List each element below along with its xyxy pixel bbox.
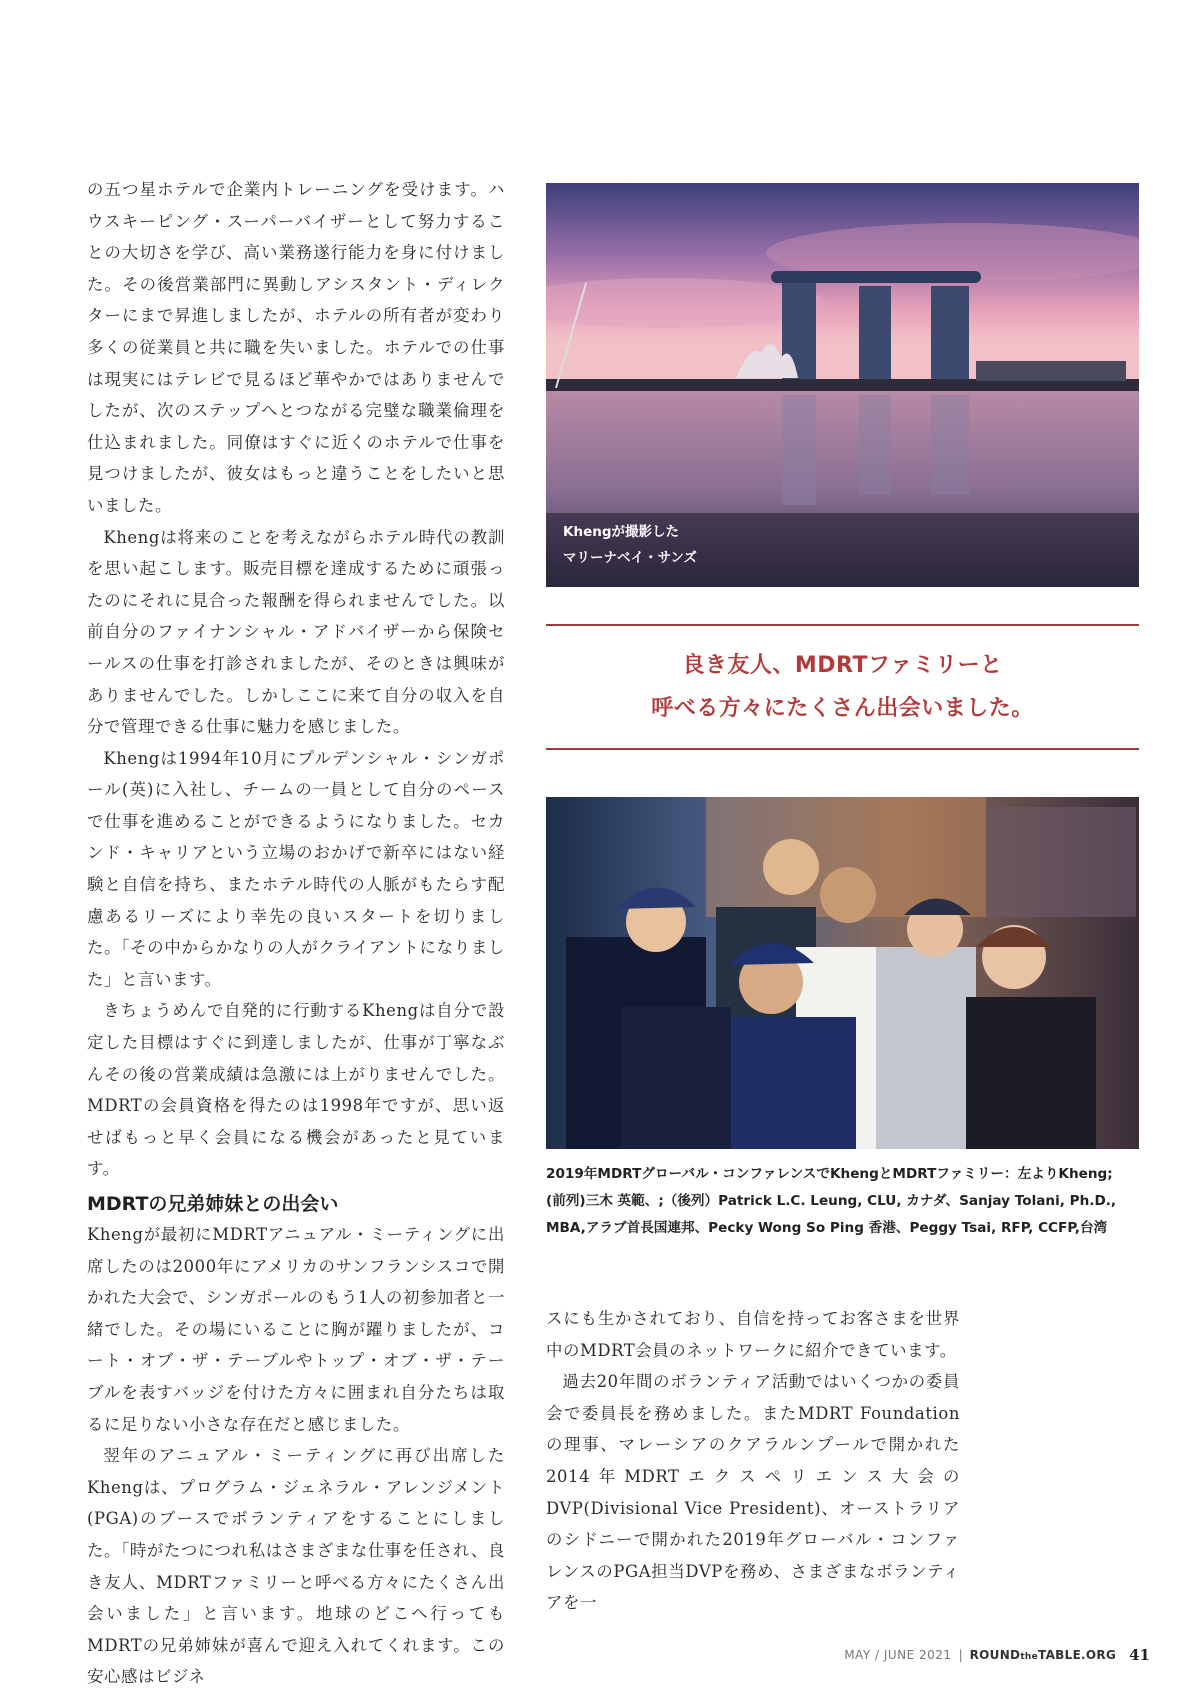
site-url[interactable] — [970, 1648, 1117, 1662]
body-paragraph: 過去20年間のボランティア活動ではいくつかの委員会で委員長を務めました。またMDRT Foundationの理事、マレーシアのクアラルンプールで開かれた2014年MDRTエクスペリエンス大会のDVP(Divisional Vice President)、オーストラリアのシドニーで開かれた2019年グローバル・コンファレンスのPGA担当DVPを務め、さまざまなボランティアを一 — [546, 1372, 960, 1613]
issue-date: MAY / JUNE 2021 — [844, 1648, 952, 1662]
caption-line: マリーナベイ・サンズ — [563, 550, 697, 566]
page-footer — [844, 1646, 1150, 1664]
caption-line: MBA,アラブ首長国連邦、Pecky Wong So Ping 香港、Peggy Tsai, RFP, CCFP,台湾 — [546, 1220, 1108, 1236]
photo1-caption — [563, 519, 697, 571]
body-paragraph: Khengが最初にMDRTアニュアル・ミーティングに出席したのは2000年にアメリカのサンフランシスコで開かれた大会で、シンガポールのもう1人の初参加者と一緒でした。その場にいることに胸が躍りましたが、コート・オブ・ザ・テーブルやトップ・オブ・ザ・テーブルを表すバッジを付けた方々に囲まれ自分たちは取るに足りない小さな存在だと感じました。 — [87, 1225, 505, 1434]
body-paragraph: の五つ星ホテルで企業内トレーニングを受けます。ハウスキーピング・スーパーバイザーとして努力することの大切さを学び、高い業務遂行能力を身に付けました。その後営業部門に異動しアシスタント・ディレクターにまで昇進しましたが、ホテルの所有者が変わり多くの従業員と共に職を失いました。ホテルでの仕事は現実にはテレビで見るほど華やかではありませんでしたが、次のステップへとつながる完璧な職業倫理を仕込まれました。同僚はすぐに近くのホテルで仕事を見つけましたが、彼女はもっと違うことをしたいと思いました。 — [87, 180, 505, 515]
caption-line: (前列)三木 英範、;（後列）Patrick L.C. Leung, CLU, カナダ、Sanjay Tolani, Ph.D., — [546, 1193, 1117, 1209]
body-paragraph: きちょうめんで自発的に行動するKhengは自分で設定した目標はすぐに到達しましたが、仕事が丁寧なぶんその後の営業成績は急激には上がりませんでした。MDRTの会員資格を得たのは1998年ですが、思い返せばもっと早く会員になる機会があったと見ています。 — [87, 1001, 505, 1179]
group-photo-caption — [546, 1161, 1146, 1242]
body-paragraph: Khengは1994年10月にプルデンシャル・シンガポール(英)に入社し、チームの一員として自分のペースで仕事を進めることができるようになりました。セカンド・キャリアという立場のおかげで新卒にはない経験と自信を持ち、またホテル時代の人脈がもたらす配慮あるリーズにより幸先の良いスタートを切りました。「その中からかなりの人がクライアントになりました」と言います。 — [87, 748, 505, 989]
pull-quote-line: 呼べる方々にたくさん出会いました。 — [651, 696, 1034, 721]
pull-quote-line: 良き友人、MDRTファミリーと — [682, 653, 1003, 678]
section-heading: MDRTの兄弟姉妹との出会い — [87, 1193, 339, 1215]
marina-bay-sands-photo — [546, 183, 1139, 587]
group-photo — [546, 797, 1139, 1149]
footer-divider: | — [958, 1648, 963, 1662]
body-paragraph: Khengは将来のことを考えながらホテル時代の教訓を思い起こします。販売目標を達成するために頑張ったのにそれに見合った報酬を得られませんでした。以前自分のファイナンシャル・アドバイザーから保険セールスの仕事を打診されましたが、そのときは興味がありませんでした。しかしここに来て自分の収入を自分で管理できる仕事に魅力を感じました。 — [87, 527, 505, 737]
body-paragraph: 翌年のアニュアル・ミーティングに再び出席したKhengは、プログラム・ジェネラル・アレンジメント(PGA)のブースでボランティアをすることにしました。「時がたつにつれ私はさまざまな仕事を任され、良き友人、MDRTファミリーと呼べる方々にたくさん出会いました」と言います。地球のどこへ行ってもMDRTの兄弟姉妹が喜んで迎え入れてくれます。この安心感はビジネ — [87, 1446, 505, 1687]
caption-line: 2019年MDRTグローバル・コンファレンスでKhengとMDRTファミリー：左よりKheng; — [546, 1166, 1113, 1182]
left-column — [87, 174, 505, 1693]
pull-quote — [546, 624, 1139, 750]
caption-line: Khengが撮影した — [563, 524, 680, 540]
site-url-part: TABLE.ORG — [1038, 1648, 1117, 1662]
right-column — [546, 1303, 960, 1619]
group-photo-illustration — [546, 797, 1139, 1149]
site-url-part: the — [1020, 1652, 1039, 1662]
site-url-part: ROUND — [969, 1648, 1021, 1662]
body-paragraph: スにも生かされており、自信を持ってお客さまを世界中のMDRT会員のネットワークに紹介できています。 — [546, 1309, 960, 1360]
page-number: 41 — [1129, 1646, 1150, 1664]
